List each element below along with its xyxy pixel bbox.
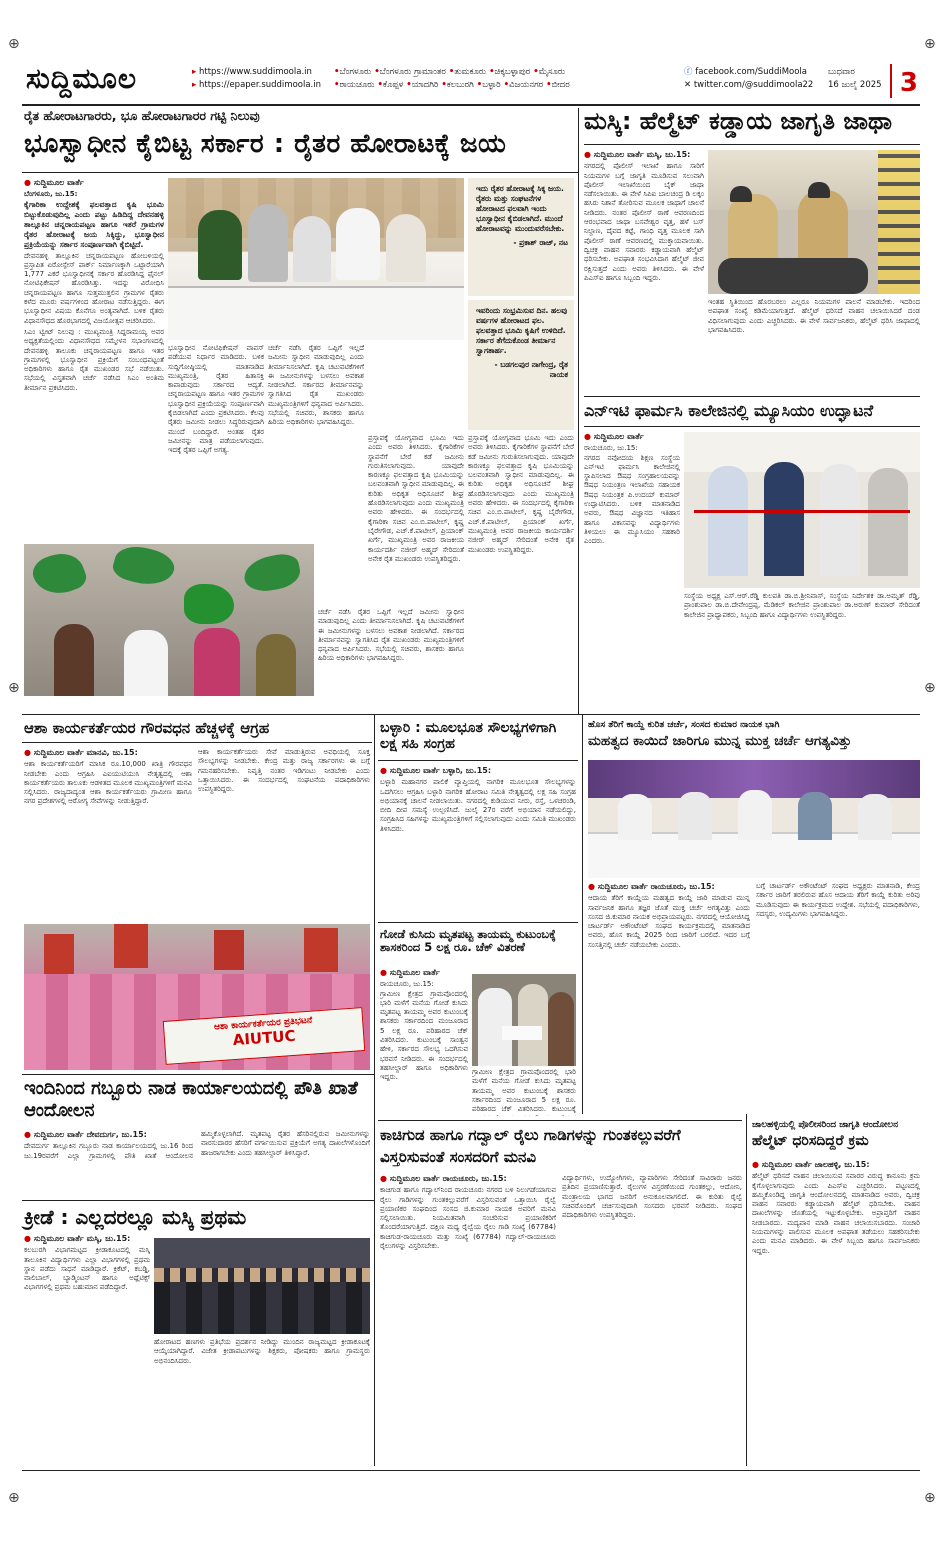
ballari-story <box>380 720 576 752</box>
gabburu-dateline: ದೇವದುರ್ಗ, ಜು.15: <box>86 1130 147 1139</box>
weekday: ಬುಧವಾರ <box>828 67 855 77</box>
wall-collapse-byline: ಸುದ್ದಿಮೂಲ ವಾರ್ತೆ <box>389 968 440 977</box>
asha-column-right <box>198 748 370 918</box>
asha-dateline: ಮಾನವಿ, ಜು.15: <box>86 748 138 757</box>
page-number: 3 <box>899 68 918 98</box>
registration-mark: ⊕ <box>8 1490 20 1506</box>
registration-mark: ⊕ <box>924 36 936 52</box>
sports-story <box>24 1206 370 1229</box>
meeting-photo <box>168 178 464 340</box>
helmet-action-body: ಹೆಲ್ಮೆಟ್ ಧರಿಸದೆ ವಾಹನ ಚಲಾಯಿಸುವ ಸವಾರರ ವಿರುದ್ಧ ಕಾನೂನು ಕ್ರಮ ಕೈಗೊಳ್ಳಲಾಗುವುದು ಎಂದು ಪಿಎಸ್ಐ ಎಚ್ಚರಿಸಿದರು. ಪಟ್ಟಣದಲ್ಲಿ ಹಮ್ಮಿಕೊಂಡಿದ್ದ ಜಾಗೃತಿ ಆಂದೋಲನದಲ್ಲಿ ಮಾತನಾಡಿದ ಅವರು, ದ್ವಿಚಕ್ರ ವಾಹನ ಸವಾರರು ಕಡ್ಡಾಯವಾಗಿ ಹೆಲ್ಮೆಟ್ ಧರಿಸಬೇಕು. ವಾಹನ ದಾಖಲೆಗಳನ್ನು ಜೊತೆಯಲ್ಲಿ ಇಟ್ಟುಕೊಳ್ಳಬೇಕು. ಅಪ್ರಾಪ್ತರಿಗೆ ವಾಹನ ನೀಡಬಾರದು. ಮದ್ಯಪಾನ ಮಾಡಿ ವಾಹನ ಚಲಾಯಿಸಬಾರದು. ಸಂಚಾರಿ ನಿಯಮಗಳನ್ನು ಪಾಲಿಸುವ ಮೂಲಕ ಅಪಘಾತ ತಡೆಯಲು ಸಹಕರಿಸಬೇಕು ಎಂದು ಮನವಿ ಮಾಡಿದರು. ಈ ವೇಳೆ ಸಿಬ್ಬಂದಿ ಹಾಗೂ ಸಾರ್ವಜನಿಕರು ಇದ್ದರು. <box>752 1172 920 1255</box>
city-list <box>334 66 684 92</box>
helmet-rally-photo <box>708 150 920 294</box>
helmet-action-story <box>752 1120 920 1149</box>
gabburu-headline: ಇಂದಿನಿಂದ ಗಬ್ಬೂರು ನಾಡ ಕಾರ್ಯಾಲಯದಲ್ಲಿ ಪೌತಿ ಖಾತೆ ಆಂದೋಲನ <box>24 1078 358 1121</box>
wall-collapse-continued-text: ಗ್ರಾಮೀಣ ಕ್ಷೇತ್ರದ ಗ್ರಾಮವೊಂದರಲ್ಲಿ ಭಾರಿ ಮಳೆಗೆ ಮನೆಯ ಗೋಡೆ ಕುಸಿದು ಮೃತಪಟ್ಟ ತಾಯಮ್ಮ ಅವರ ಕುಟುಂಬಕ್ಕೆ ಶಾಸಕರು ಸರ್ಕಾರದಿಂದ ಮಂಜೂರಾದ 5 ಲಕ್ಷ ರೂ. ಪರಿಹಾರದ ಚೆಕ್ ವಿತರಿಸಿದರು. ಕುಟುಂಬಕ್ಕೆ <box>472 1068 576 1114</box>
masthead-logo: ಸುದ್ದಿಮೂಲ <box>26 62 138 95</box>
helmet-dateline: ಮಸ್ಕಿ, ಜು.15: <box>646 150 691 159</box>
railway-body-left: ಕಾಚಿಗುಡ ಹಾಗೂ ಗದ್ವಾಲ್‌ನಿಂದ ರಾಯಚೂರು ನಗರದ ಬಳಿ ನಿಲುಗಡೆಯಾಗುವ ರೈಲು ಗಾಡಿಗಳನ್ನು ಗುಂತಕಲ್ಲುವರೆಗೆ ವಿಸ್ತರಿಸುವಂತೆ ಒತ್ತಾಯಿಸಿ ರೈಲ್ವೆ ಪ್ರಯಾಣಿಕರ ಸಂಘದಿಂದ ಸಂಸದ ಜಿ.ಕುಮಾರ ನಾಯಕ ಅವರಿಗೆ ಮನವಿ ಸಲ್ಲಿಸಲಾಯಿತು. ನಿಯಮಿತವಾಗಿ ಸಂಚರಿಸುವ ಪ್ರಯಾಣಿಕರಿಗೆ ತೊಂದರೆಯಾಗುತ್ತಿದೆ. ದಕ್ಷಿಣ ಮಧ್ಯ ರೈಲ್ವೆಯ ರೈಲು ಗಾಡಿ ಸಂಖ್ಯೆ (67784) ಕಾಚಿಗುಡ-ರಾಯಚೂರು ಮತ್ತು ಸಂಖ್ಯೆ (67784) ಗದ್ವಾಲ್-ರಾಯಚೂರು ರೈಲುಗಳನ್ನು ವಿಸ್ತರಿಸಬೇಕು. <box>380 1186 556 1251</box>
asha-protest-photo <box>24 924 370 1070</box>
quote-2-text: ಇವರಿಂದು ಸಂಭ್ರಮಿಸುವ ದಿನ. ಹಲವು ವರ್ಷಗಳ ಹೋರಾಟದ ಫಲ. ಫಲವತ್ತಾದ ಭೂಮಿ ಕೃಷಿಗೆ ಉಳಿದಿದೆ. ಸರ್ಕಾರ ತೆಗೆದುಕೊಂಡ ತೀರ್ಮಾನ ಸ್ವಾಗತಾರ್ಹ. <box>476 306 568 355</box>
ballari-body: ಬಳ್ಳಾರಿ ಮಹಾನಗರ ಪಾಲಿಕೆ ವ್ಯಾಪ್ತಿಯಲ್ಲಿ ನಾಗರಿಕ ಮೂಲಭೂತ ಸೌಲಭ್ಯಗಳನ್ನು ಒದಗಿಸಲು ಆಗ್ರಹಿಸಿ ಬಳ್ಳಾರಿ ನಾಗರಿಕ ಹೋರಾಟ ಸಮಿತಿ ನೇತೃತ್ವದಲ್ಲಿ ಲಕ್ಷ ಸಹಿ ಸಂಗ್ರಹ ಅಭಿಯಾನಕ್ಕೆ ಚಾಲನೆ ನೀಡಲಾಯಿತು. ನಗರದಲ್ಲಿ ಕುಡಿಯುವ ನೀರು, ರಸ್ತೆ, ಒಳಚರಂಡಿ, ಬೀದಿ ದೀಪ ಸಮಸ್ಯೆ ಉಲ್ಬಣಿಸಿದೆ. ಜುಲೈ 27ರ ವರೆಗೆ ಅಭಿಯಾನ ನಡೆಯಲಿದ್ದು, ಸಂಗ್ರಹಿಸಿದ ಸಹಿಗಳನ್ನು ಮುಖ್ಯಮಂತ್ರಿಗಳಿಗೆ ಸಲ್ಲಿಸಲಾಗುವುದು ಎಂದು ಸಮಿತಿ ಮುಖಂಡರು ತಿಳಿಸಿದರು. <box>380 778 576 833</box>
city-link[interactable]: •ಬೆಂಗಳೂರು <box>334 67 372 77</box>
city-link[interactable]: •ಮೈಸೂರು <box>533 67 566 77</box>
quote-1-author: - ಪ್ರಕಾಶ್ ರಾಜ್, ನಟ <box>513 238 568 247</box>
issue-date: 16 ಜುಲೈ 2025 <box>828 80 882 90</box>
city-row-1 <box>334 66 684 79</box>
sports-headline: ಕ್ರೀಡೆ : ಎಲ್ಲದರಲ್ಲೂ ಮಸ್ಕಿ ಪ್ರಥಮ <box>24 1205 247 1229</box>
tax-law-headline: ಮಹತ್ವದ ಕಾಯಿದೆ ಜಾರಿಗೂ ಮುನ್ನ ಮುಕ್ತ ಚರ್ಚೆ ಆಗತ್ಯವಿತ್ತು <box>588 733 852 749</box>
gabburu-story <box>24 1078 370 1122</box>
lead-intro: ಕೈಗಾರಿಕಾ ಉದ್ದೇಶಕ್ಕೆ ಫಲವತ್ತಾದ ಕೃಷಿ ಭೂಮಿ ಬಿಟ್ಟುಕೊಡುವುದಿಲ್ಲ ಎಂದು ಪಟ್ಟು ಹಿಡಿದಿದ್ದ ದೇವನಹಳ್ಳಿ ತಾಲ್ಲೂಕಿನ ಚನ್ನರಾಯಪಟ್ಟಣ ಹಾಗೂ ಇತರೆ ಗ್ರಾಮಗಳ ರೈತರ ಹೋರಾಟಕ್ಕೆ ಜಯ ಸಿಕ್ಕಿದ್ದು, ಭೂಸ್ವಾಧೀನ ಪ್ರಕ್ರಿಯೆಯನ್ನು ಸರ್ಕಾರ ಸಂಪೂರ್ಣವಾಗಿ ಕೈಬಿಟ್ಟಿದೆ. <box>24 199 164 249</box>
ballari-headline: ಬಳ್ಳಾರಿ : ಮೂಲಭೂತ ಸೌಲಭ್ಯಗಳಿಗಾಗಿ ಲಕ್ಷ ಸಹಿ ಸಂಗ್ರಹ <box>380 720 557 753</box>
city-name: ಕಲಬುರಗಿ <box>446 80 474 90</box>
ballari-dateline: ಬಳ್ಳಾರಿ, ಜು.15: <box>442 766 492 775</box>
lead-continued <box>318 608 464 704</box>
wall-collapse-story <box>380 928 576 954</box>
tax-law-story <box>588 720 920 750</box>
railway-dateline: ರಾಯಚೂರು, ಜು.15: <box>442 1174 507 1183</box>
registration-mark: ⊕ <box>8 36 20 52</box>
pharmacy-body-right: ಸಂಸ್ಥೆಯ ಅಧ್ಯಕ್ಷ ಎಸ್.ಆರ್.ರೆಡ್ಡಿ ಕುಲಪತಿ ಡಾ.ಬಿ.ಶ್ರೀನಿವಾಸ್, ಸಂಸ್ಥೆಯ ನಿರ್ದೇಶಕ ಡಾ.ಅಮೃತ್ ರೆಡ್ಡಿ, ಪ್ರಾಂಶುಪಾಲ ಡಾ.ಬಿ.ದೇವೇಂದ್ರಪ್ಪ, ಮೆಡಿಕಲ್ ಕಾಲೇಜಿನ ಪ್ರಾಂಶುಪಾಲ ಡಾ.ಅರುಣ್ ಕುಮಾರ್ ಸೇರಿದಂತೆ ಕಾಲೇಜಿನ ಪ್ರಾಧ್ಯಾಪಕರು, ಸಿಬ್ಬಂದಿ ಹಾಗೂ ವಿದ್ಯಾರ್ಥಿಗಳು ಉಪಸ್ಥಿತರಿದ್ದರು. <box>684 592 920 619</box>
helmet-column-left: ● ಸುದ್ದಿಮೂಲ ವಾರ್ತೆ ಮಸ್ಕಿ, ಜು.15: ನಗರದಲ್ಲಿ ಪೊಲೀಸ್ ಇಲಾಖೆ ಹಾಗೂ ಸಾರಿಗೆ ನಿಯಮಗಳ ಬಗ್ಗೆ ಜಾಗೃತಿ ಮೂಡಿಸುವ ಸಲುವಾಗಿ ಪೊಲೀಸ್ ಇಲಾಖೆಯಿಂದ ಬೈಕ್ ಜಾಥಾ ನಡೆಸಲಾಯಿತು. ಈ ವೇಳೆ ಸಿಪಿಐ ಬಾಲಚಂದ್ರ ಡಿ ಲಕ್ಕಂ ಹಸಿರು ನಿಶಾನೆ ತೋರಿಸುವ ಮೂಲಕ ಜಾಥಾಗೆ ಚಾಲನೆ ನೀಡಿದರು. ನಂತರ ಪೊಲೀಸ್ ಠಾಣೆ ಆವರಣದಿಂದ ಆರಂಭವಾದ ಜಾಥಾ ಬಸವೇಶ್ವರ ವೃತ್ತ, ಹಳೆ ಬಸ್ ನಿಲ್ದಾಣ, ದೈವದ ಕಟ್ಟೆ, ಗಾಂಧಿ ವೃತ್ತ ಮೂಲಕ ಸಾಗಿ ಪೊಲೀಸ್ ಠಾಣೆ ಆವರಣದಲ್ಲಿ ಮುಕ್ತಾಯವಾಯಿತು. ದ್ವಿಚಕ್ರ ವಾಹನ ಸವಾರರು ಕಡ್ಡಾಯವಾಗಿ ಹೆಲ್ಮೆಟ್ ಧರಿಸಬೇಕು. ಅಪಘಾತ ಸಂಭವಿಸಿದಾಗ ಹೆಲ್ಮೆಟ್ ಜೀವ ರಕ್ಷಿಸುತ್ತದೆ ಎಂದು ಅವರು ತಿಳಿಸಿದರು. ಈ ವೇಳೆ ಪಿಎಸ್ಐ ಹಾಗೂ ಸಿಬ್ಬಂದಿ ಇದ್ದರು. <box>584 150 704 282</box>
farmers-celebration-photo <box>24 544 314 696</box>
pharmacy-dateline: ರಾಯಚೂರು, ಜು.15: <box>584 444 638 453</box>
lead-column-4b <box>468 434 574 704</box>
sports-body-right: ಹೋರಾಟದ ಹಣಗಳು ಪ್ರತಿಭೆಯ ಪ್ರದರ್ಶನ ನೀಡಿದ್ದು ಮುಂದಿನ ರಾಜ್ಯಮಟ್ಟದ ಕ್ರೀಡಾಕೂಟಕ್ಕೆ ಆಯ್ಕೆಯಾಗಿದ್ದಾರೆ. ವಿಜೇತ ಕ್ರೀಡಾಪಟುಗಳನ್ನು ಶಿಕ್ಷಕರು, ಪೋಷಕರು ಹಾಗೂ ಗ್ರಾಮಸ್ಥರು ಅಭಿನಂದಿಸಿದರು. <box>154 1338 370 1365</box>
city-link[interactable]: •ಚಿಕ್ಕಬಳ್ಳಾಪುರ <box>489 67 531 77</box>
lead-column-1: ● ಸುದ್ದಿಮೂಲ ವಾರ್ತೆ ಬೆಂಗಳೂರು, ಜು.15: ಕೈಗಾರಿಕಾ ಉದ್ದೇಶಕ್ಕೆ ಫಲವತ್ತಾದ ಕೃಷಿ ಭೂಮಿ ಬಿಟ್ಟುಕೊಡುವುದಿಲ್ಲ ಎಂದು ಪಟ್ಟು ಹಿಡಿದಿದ್ದ ದೇವನಹಳ್ಳಿ ತಾಲ್ಲೂಕಿನ ಚನ್ನರಾಯಪಟ್ಟಣ ಹಾಗೂ ಇತರೆ ಗ್ರಾಮಗಳ ರೈತರ ಹೋರಾಟಕ್ಕೆ ಜಯ ಸಿಕ್ಕಿದ್ದು, ಭೂಸ್ವಾಧೀನ ಪ್ರಕ್ರಿಯೆಯನ್ನು ಸರ್ಕಾರ ಸಂಪೂರ್ಣವಾಗಿ ಕೈಬಿಟ್ಟಿದೆ. ದೇವನಹಳ್ಳಿ ತಾಲ್ಲೂಕಿನ ಚನ್ನರಾಯಪಟ್ಟಣ ಹೋಬಳಿಯಲ್ಲಿ ಪ್ರಸ್ತಾಪಿತ ಏರೋಸ್ಪೇಸ್ ಪಾರ್ಕ್ ನಿರ್ಮಾಣಕ್ಕಾಗಿ ಒಟ್ಟಾರೆಯಾಗಿ 1,777 ಎಕರೆ ಭೂಸ್ವಾಧೀನಕ್ಕೆ ಸರ್ಕಾರ ಹೊರಡಿಸಿದ್ದ ಫೈನಲ್ ನೋಟಿಫಿಕೇಷನ್ ಹೊರಡಿಸಿತ್ತು. ಇದನ್ನು ವಿರೋಧಿಸಿ ಚನ್ನರಾಯಪಟ್ಟಣ ಹಾಗೂ ಸುತ್ತಮುತ್ತಲಿನ ಗ್ರಾಮಗಳ ರೈತರು ಕಳೆದ ಮೂರು ವರ್ಷಗಳಿಂದ ಹೋರಾಟ ನಡೆಸುತ್ತಿದ್ದರು. ಈಗ ಭೂಸ್ವಾಧೀನ ವಿಷಯ ಕೊನೆಗೂ ಅಂತ್ಯವಾಗಿದೆ. ಬಳಿಕ ರೈತರು ವಿಧಾನಸೌಧದ ಹೊರಭಾಗದಲ್ಲಿ ವಿಜಯೋತ್ಸವ ಆಚರಿಸಿದರು. ಸಿಎಂ ಟ್ವೀಟ್ ನಿಲುವು : ಮುಖ್ಯಮಂತ್ರಿ ಸಿದ್ದರಾಮಯ್ಯ ಅವರ ಅಧ್ಯಕ್ಷತೆಯಲ್ಲಿಂದು ವಿಧಾನಸೌಧದ ಸಮ್ಮೇಳನ ಸಭಾಂಗಣದಲ್ಲಿ ದೇವನಹಳ್ಳಿ ತಾಲೂಕು ಚನ್ನರಾಯಪಟ್ಟಣ ಹಾಗೂ ಇತರ ಗ್ರಾಮಗಳಲ್ಲಿ ಭೂಸ್ವಾಧೀನ ಪ್ರಕ್ರಿಯೆಗೆ ಸಂಬಂಧಪಟ್ಟಂತೆ ಅಧಿಕಾರಿಗಳು ಹಾಗೂ ರೈತ ಮುಖಂಡರ ಸಭೆ ನಡೆಯಿತು. ಸಭೆಯಲ್ಲಿ ವಿಸ್ತೃತವಾಗಿ ಚರ್ಚೆ ನಡೆಸಿದ ಸಿಎಂ ಅಂತಿಮ ತೀರ್ಮಾನ ಪ್ರಕಟಿಸಿದರು. <box>24 178 164 392</box>
lead-col2-text: ಭೂಸ್ವಾಧೀನ ನೋಟಿಫಿಕೇಷನ್ ವಾಪಸ್ ಪಡೆಯುವ ನಿರ್ಧಾರ ಮಾಡಿದರು. ಬಳಿಕ ಸುದ್ದಿಗೋಷ್ಠಿಯಲ್ಲಿ ಮಾತನಾಡಿದ ಮುಖ್ಯಮಂತ್ರಿ, ರೈತರ ಹಿತಾಸಕ್ತಿ ಕಾಪಾಡುವುದು ಸರ್ಕಾರದ ಆದ್ಯತೆ. ಚನ್ನರಾಯಪಟ್ಟಣ ಹಾಗೂ ಇತರ ಗ್ರಾಮಗಳ ಭೂಸ್ವಾಧೀನ ಪ್ರಕ್ರಿಯೆಯನ್ನು ಸಂಪೂರ್ಣವಾಗಿ ಕೈಬಿಡಲಾಗಿದೆ ಎಂದು ಪ್ರಕಟಿಸಿದರು. ಕೆಲವು ರೈತರು ಜಮೀನು ನೀಡಲು ಸಿದ್ಧರಿರುವುದಾಗಿ ಮುಂದೆ ಬಂದಿದ್ದಾರೆ. ಅಂತಹ ರೈತರ ಜಮೀನನ್ನು ಮಾತ್ರ ಪಡೆಯಲಾಗುವುದು. ಇದಕ್ಕೆ ರೈತರ ಒಪ್ಪಿಗೆ ಅಗತ್ಯ. <box>168 344 264 455</box>
helmet-story <box>584 108 920 136</box>
registration-mark: ⊕ <box>924 1490 936 1506</box>
lead-col3-text: ಚರ್ಚೆ ನಡೆಸಿ ರೈತರ ಒಪ್ಪಿಗೆ ಇಲ್ಲದೆ ಜಮೀನು ಸ್ವಾಧೀನ ಮಾಡುವುದಿಲ್ಲ ಎಂದು ತೀರ್ಮಾನಿಸಲಾಗಿದೆ. ಕೃಷಿ ಚಟುವಟಿಕೆಗಳಿಗೆ ಈ ಜಮೀನುಗಳನ್ನು ಬಳಸಲು ಅವಕಾಶ ನೀಡಲಾಗಿದೆ. ಸರ್ಕಾರದ ತೀರ್ಮಾನವನ್ನು ಸ್ವಾಗತಿಸಿದ ರೈತ ಮುಖಂಡರು ಮುಖ್ಯಮಂತ್ರಿಗಳಿಗೆ ಧನ್ಯವಾದ ಅರ್ಪಿಸಿದರು. ಸಭೆಯಲ್ಲಿ ಸಚಿವರು, ಶಾಸಕರು ಹಾಗೂ ಹಿರಿಯ ಅಧಿಕಾರಿಗಳು ಭಾಗವಹಿಸಿದ್ದರು. <box>268 344 364 427</box>
railway-byline: ಸುದ್ದಿಮೂಲ ವಾರ್ತೆ <box>389 1174 440 1183</box>
helmet-action-dateline: ಜಾಲಹಳ್ಳಿ, ಜು.15: <box>814 1160 870 1169</box>
pharmacy-byline: ಸುದ್ದಿಮೂಲ ವಾರ್ತೆ <box>593 432 644 441</box>
lead-col4b-text: ಪ್ರಸ್ತಾಪಕ್ಕೆ ಯೋಗ್ಯವಾದ ಭೂಮಿ ಇದು ಎಂದು ಅವರು ತಿಳಿಸಿದರು. ಕೈಗಾರಿಕೆಗಳ ಸ್ಥಾಪನೆಗೆ ಬೇರೆ ಕಡೆ ಜಮೀನು ಗುರುತಿಸಲಾಗುವುದು. ಯಾವುದೇ ಕಾರಣಕ್ಕೂ ಫಲವತ್ತಾದ ಕೃಷಿ ಭೂಮಿಯನ್ನು ಬಲವಂತವಾಗಿ ಸ್ವಾಧೀನ ಮಾಡುವುದಿಲ್ಲ. ಈ ಕುರಿತು ಅಧಿಕೃತ ಅಧಿಸೂಚನೆ ಶೀಘ್ರ ಹೊರಡಿಸಲಾಗುವುದು ಎಂದು ಮುಖ್ಯಮಂತ್ರಿ ಅವರು ಹೇಳಿದರು. ಈ ಸಂದರ್ಭದಲ್ಲಿ ಕೈಗಾರಿಕಾ ಸಚಿವ ಎಂ.ಬಿ.ಪಾಟೀಲ್, ಕೃಷ್ಣ ಬೈರೇಗೌಡ, ಎಚ್.ಕೆ.ಪಾಟೀಲ್, ಪ್ರಿಯಾಂಕ್ ಖರ್ಗೆ, ಮುಖ್ಯಮಂತ್ರಿ ಅವರ ರಾಜಕೀಯ ಕಾರ್ಯದರ್ಶಿ ನಜೀರ್ ಅಹ್ಮದ್ ಸೇರಿದಂತೆ ಅನೇಕ ರೈತ ಮುಖಂಡರು ಉಪಸ್ಥಿತರಿದ್ದರು. <box>468 434 574 554</box>
wall-collapse-continued <box>472 1068 576 1116</box>
tax-law-column-left: ● ಸುದ್ದಿಮೂಲ ವಾರ್ತೆ ರಾಯಚೂರು, ಜು.15: ಆದಾಯ ತೆರಿಗೆ ಕಾಯ್ದೆಯ ಮಹತ್ವದ ಕಾಯ್ದೆ ಜಾರಿ ಮಾಡುವ ಮುನ್ನ ಸಾರ್ವಜನಿಕ ಹಾಗೂ ತಜ್ಞರ ಜೊತೆ ಮುಕ್ತ ಚರ್ಚೆ ಅಗತ್ಯವಿತ್ತು ಎಂದು ಸಂಸದ ಜಿ.ಕುಮಾರ ನಾಯಕ ಅಭಿಪ್ರಾಯಪಟ್ಟರು. ನಗರದಲ್ಲಿ ಆಯೋಜಿಸಿದ್ದ ಚಾರ್ಟರ್ಡ್ ಅಕೌಂಟೆಂಟ್ ಸಂಘದ ಕಾರ್ಯಕ್ರಮದಲ್ಲಿ ಮಾತನಾಡಿದ ಅವರು, ಹೊಸ ಕಾಯ್ದೆ 2025 ರಿಂದ ಜಾರಿಗೆ ಬರಲಿದೆ. ಇದರ ಬಗ್ಗೆ ಸಂಸತ್ತಿನಲ್ಲಿ ಚರ್ಚೆ ನಡೆಯಬೇಕು ಎಂದರು. <box>588 882 750 949</box>
pharmacy-body-left: ನಗರದ ನವೋದಯ ಶಿಕ್ಷಣ ಸಂಸ್ಥೆಯ ಎನ್ಇಟಿ ಫಾರ್ಮಸಿ ಕಾಲೇಜಿನಲ್ಲಿ ಸ್ಥಾಪಿಸಲಾದ ಔಷಧ ಸಂಗ್ರಹಾಲಯವನ್ನು ಔಷಧ ನಿಯಂತ್ರಣ ಇಲಾಖೆಯ ಸಹಾಯಕ ಔಷಧ ನಿಯಂತ್ರಕ ಪಿ.ಉದಯ್ ಕುಮಾರ್ ಉದ್ಘಾಟಿಸಿದರು. ಬಳಿಕ ಮಾತನಾಡಿದ ಅವರು, ಔಷಧ ವಿಜ್ಞಾನದ ಇತಿಹಾಸ ಹಾಗೂ ವಿಕಾಸವನ್ನು ವಿದ್ಯಾರ್ಥಿಗಳು ತಿಳಿಯಲು ಈ ಮ್ಯೂಸಿಯಂ ಸಹಕಾರಿ ಎಂದರು. <box>584 453 680 546</box>
city-name: ಯಾದಗಿರಿ <box>411 80 439 90</box>
ballari-body-box: ● ಸುದ್ದಿಮೂಲ ವಾರ್ತೆ ಬಳ್ಳಾರಿ, ಜು.15: ಬಳ್ಳಾರಿ ಮಹಾನಗರ ಪಾಲಿಕೆ ವ್ಯಾಪ್ತಿಯಲ್ಲಿ ನಾಗರಿಕ ಮೂಲಭೂತ ಸೌಲಭ್ಯಗಳನ್ನು ಒದಗಿಸಲು ಆಗ್ರಹಿಸಿ ಬಳ್ಳಾರಿ ನಾಗರಿಕ ಹೋರಾಟ ಸಮಿತಿ ನೇತೃತ್ವದಲ್ಲಿ ಲಕ್ಷ ಸಹಿ ಸಂಗ್ರಹ ಅಭಿಯಾನಕ್ಕೆ ಚಾಲನೆ ನೀಡಲಾಯಿತು. ನಗರದಲ್ಲಿ ಕುಡಿಯುವ ನೀರು, ರಸ್ತೆ, ಒಳಚರಂಡಿ, ಬೀದಿ ದೀಪ ಸಮಸ್ಯೆ ಉಲ್ಬಣಿಸಿದೆ. ಜುಲೈ 27ರ ವರೆಗೆ ಅಭಿಯಾನ ನಡೆಯಲಿದ್ದು, ಸಂಗ್ರಹಿಸಿದ ಸಹಿಗಳನ್ನು ಮುಖ್ಯಮಂತ್ರಿಗಳಿಗೆ ಸಲ್ಲಿಸಲಾಗುವುದು ಎಂದು ಸಮಿತಿ ಮುಖಂಡರು ತಿಳಿಸಿದರು. <box>380 766 576 833</box>
tax-law-body-right: ಬಗ್ಗೆ ಚಾರ್ಟರ್ಡ್ ಅಕೌಂಟೆಂಟ್ ಸಂಘದ ಅಧ್ಯಕ್ಷರು ಮಾತನಾಡಿ, ಕೇಂದ್ರ ಸರ್ಕಾರ ಜಾರಿಗೆ ತರಲಿರುವ ಹೊಸ ಆದಾಯ ತೆರಿಗೆ ಕಾಯ್ದೆ ಕುರಿತು ಅರಿವು ಮೂಡಿಸುವುದು ಈ ಕಾರ್ಯಕ್ರಮದ ಉದ್ದೇಶ. ಸಭೆಯಲ್ಲಿ ಪದಾಧಿಕಾರಿಗಳು, ಸದಸ್ಯರು, ಉದ್ಯಮಿಗಳು ಭಾಗವಹಿಸಿದ್ದರು. <box>756 882 920 918</box>
railway-headline: ಕಾಚಿಗುಡ ಹಾಗೂ ಗದ್ವಾಲ್ ರೈಲು ಗಾಡಿಗಳನ್ನು ಗುಂತಕಲ್ಲುವರೆಗೆ ವಿಸ್ತರಿಸುವಂತೆ ಸಂಸದರಿಗೆ ಮನವಿ <box>380 1126 681 1166</box>
railway-body-right: ವಿದ್ಯಾರ್ಥಿಗಳು, ಉದ್ಯೋಗಿಗಳು, ವ್ಯಾಪಾರಿಗಳು ಸೇರಿದಂತೆ ಸಾವಿರಾರು ಜನರು ಪ್ರತಿದಿನ ಪ್ರಯಾಣಿಸುತ್ತಾರೆ. ರೈಲುಗಳ ವಿಸ್ತರಣೆಯಿಂದ ಗುಂತಕಲ್ಲು, ಆದೋನಿ, ಮಂತ್ರಾಲಯ ಭಾಗದ ಜನರಿಗೆ ಅನುಕೂಲವಾಗಲಿದೆ. ಈ ಕುರಿತು ರೈಲ್ವೆ ಸಚಿವರೊಂದಿಗೆ ಚರ್ಚಿಸುವುದಾಗಿ ಸಂಸದರು ಭರವಸೆ ನೀಡಿದರು. ಸಂಘದ ಪದಾಧಿಕಾರಿಗಳು ಉಪಸ್ಥಿತರಿದ್ದರು. <box>562 1174 742 1220</box>
museum-inauguration-photo <box>684 432 920 588</box>
helmet-action-headline: ಹೆಲ್ಮೆಟ್ ಧರಿಸದಿದ್ದರೆ ಕ್ರಮ <box>752 1133 869 1149</box>
railway-column-right <box>562 1174 742 1466</box>
gabburu-byline: ಸುದ್ದಿಮೂಲ ವಾರ್ತೆ <box>33 1130 84 1139</box>
tax-law-dateline: ರಾಯಚೂರು, ಜು.15: <box>650 882 715 891</box>
sports-column-left: ● ಸುದ್ದಿಮೂಲ ವಾರ್ತೆ ಮಸ್ಕಿ, ಜು.15: ಕಲಬುರಗಿ ವಿಭಾಗಮಟ್ಟದ ಕ್ರೀಡಾಕೂಟದಲ್ಲಿ ಮಸ್ಕಿ ತಾಲೂಕಿನ ವಿದ್ಯಾರ್ಥಿಗಳು ಎಲ್ಲಾ ವಿಭಾಗಗಳಲ್ಲಿ ಪ್ರಥಮ ಸ್ಥಾನ ಪಡೆದು ಸಾಧನೆ ಮಾಡಿದ್ದಾರೆ. ಕ್ರಿಕೆಟ್, ಕಬಡ್ಡಿ, ವಾಲಿಬಾಲ್, ಬ್ಯಾಡ್ಮಿಂಟನ್ ಹಾಗೂ ಅಥ್ಲೆಟಿಕ್ಸ್ ವಿಭಾಗಗಳಲ್ಲಿ ಪ್ರಥಮ ಬಹುಮಾನ ಪಡೆದಿದ್ದಾರೆ. <box>24 1234 150 1292</box>
wall-collapse-body: ಗ್ರಾಮೀಣ ಕ್ಷೇತ್ರದ ಗ್ರಾಮವೊಂದರಲ್ಲಿ ಭಾರಿ ಮಳೆಗೆ ಮನೆಯ ಗೋಡೆ ಕುಸಿದು ಮೃತಪಟ್ಟ ತಾಯಮ್ಮ ಅವರ ಕುಟುಂಬಕ್ಕೆ ಶಾಸಕರು ಸರ್ಕಾರದಿಂದ ಮಂಜೂರಾದ 5 ಲಕ್ಷ ರೂ. ಪರಿಹಾರದ ಚೆಕ್ ವಿತರಿಸಿದರು. ಕುಟುಂಬಕ್ಕೆ ಸಾಂತ್ವನ ಹೇಳಿ, ಸರ್ಕಾರದ ಸೌಲಭ್ಯ ಒದಗಿಸುವ ಭರವಸೆ ನೀಡಿದರು. ಈ ಸಂದರ್ಭದಲ್ಲಿ ತಹಸೀಲ್ದಾರ್ ಹಾಗೂ ಅಧಿಕಾರಿಗಳು ಇದ್ದರು. <box>380 989 468 1082</box>
helmet-body: ನಗರದಲ್ಲಿ ಪೊಲೀಸ್ ಇಲಾಖೆ ಹಾಗೂ ಸಾರಿಗೆ ನಿಯಮಗಳ ಬಗ್ಗೆ ಜಾಗೃತಿ ಮೂಡಿಸುವ ಸಲುವಾಗಿ ಪೊಲೀಸ್ ಇಲಾಖೆಯಿಂದ ಬೈಕ್ ಜಾಥಾ ನಡೆಸಲಾಯಿತು. ಈ ವೇಳೆ ಸಿಪಿಐ ಬಾಲಚಂದ್ರ ಡಿ ಲಕ್ಕಂ ಹಸಿರು ನಿಶಾನೆ ತೋರಿಸುವ ಮೂಲಕ ಜಾಥಾಗೆ ಚಾಲನೆ ನೀಡಿದರು. ನಂತರ ಪೊಲೀಸ್ ಠಾಣೆ ಆವರಣದಿಂದ ಆರಂಭವಾದ ಜಾಥಾ ಬಸವೇಶ್ವರ ವೃತ್ತ, ಹಳೆ ಬಸ್ ನಿಲ್ದಾಣ, ದೈವದ ಕಟ್ಟೆ, ಗಾಂಧಿ ವೃತ್ತ ಮೂಲಕ ಸಾಗಿ ಪೊಲೀಸ್ ಠಾಣೆ ಆವರಣದಲ್ಲಿ ಮುಕ್ತಾಯವಾಯಿತು. ದ್ವಿಚಕ್ರ ವಾಹನ ಸವಾರರು ಕಡ್ಡಾಯವಾಗಿ ಹೆಲ್ಮೆಟ್ ಧರಿಸಬೇಕು. ಅಪಘಾತ ಸಂಭವಿಸಿದಾಗ ಹೆಲ್ಮೆಟ್ ಜೀವ ರಕ್ಷಿಸುತ್ತದೆ ಎಂದು ಅವರು ತಿಳಿಸಿದರು. ಈ ವೇಳೆ ಪಿಎಸ್ಐ ಹಾಗೂ ಸಿಬ್ಬಂದಿ ಇದ್ದರು. <box>584 162 704 282</box>
city-name: ಕೊಪ್ಪಳ <box>382 80 404 90</box>
helmet-action-byline: ಸುದ್ದಿಮೂಲ ವಾರ್ತೆ <box>761 1160 812 1169</box>
railway-column-left: ● ಸುದ್ದಿಮೂಲ ವಾರ್ತೆ ರಾಯಚೂರು, ಜು.15: ಕಾಚಿಗುಡ ಹಾಗೂ ಗದ್ವಾಲ್‌ನಿಂದ ರಾಯಚೂರು ನಗರದ ಬಳಿ ನಿಲುಗಡೆಯಾಗುವ ರೈಲು ಗಾಡಿಗಳನ್ನು ಗುಂತಕಲ್ಲುವರೆಗೆ ವಿಸ್ತರಿಸುವಂತೆ ಒತ್ತಾಯಿಸಿ ರೈಲ್ವೆ ಪ್ರಯಾಣಿಕರ ಸಂಘದಿಂದ ಸಂಸದ ಜಿ.ಕುಮಾರ ನಾಯಕ ಅವರಿಗೆ ಮನವಿ ಸಲ್ಲಿಸಲಾಯಿತು. ನಿಯಮಿತವಾಗಿ ಸಂಚರಿಸುವ ಪ್ರಯಾಣಿಕರಿಗೆ ತೊಂದರೆಯಾಗುತ್ತಿದೆ. ದಕ್ಷಿಣ ಮಧ್ಯ ರೈಲ್ವೆಯ ರೈಲು ಗಾಡಿ ಸಂಖ್ಯೆ (67784) ಕಾಚಿಗುಡ-ರಾಯಚೂರು ಮತ್ತು ಸಂಖ್ಯೆ (67784) ಗದ್ವಾಲ್-ರಾಯಚೂರು ರೈಲುಗಳನ್ನು ವಿಸ್ತರಿಸಬೇಕು. <box>380 1174 556 1251</box>
wall-collapse-headline: ಗೋಡೆ ಕುಸಿದು ಮೃತಪಟ್ಟ ತಾಯಮ್ಮ ಕುಟುಂಬಕ್ಕೆ ಶಾಸಕರಿಂದ 5 ಲಕ್ಷ ರೂ. ಚೆಕ್ ವಿತರಣೆ <box>380 927 556 955</box>
dateline-box <box>828 66 882 92</box>
lead-body-2: ಸಿಎಂ ಟ್ವೀಟ್ ನಿಲುವು : ಮುಖ್ಯಮಂತ್ರಿ ಸಿದ್ದರಾಮಯ್ಯ ಅವರ ಅಧ್ಯಕ್ಷತೆಯಲ್ಲಿಂದು ವಿಧಾನಸೌಧದ ಸಮ್ಮೇಳನ ಸಭಾಂಗಣದಲ್ಲಿ ದೇವನಹಳ್ಳಿ ತಾಲೂಕು ಚನ್ನರಾಯಪಟ್ಟಣ ಹಾಗೂ ಇತರ ಗ್ರಾಮಗಳಲ್ಲಿ ಭೂಸ್ವಾಧೀನ ಪ್ರಕ್ರಿಯೆಗೆ ಸಂಬಂಧಪಟ್ಟಂತೆ ಅಧಿಕಾರಿಗಳು ಹಾಗೂ ರೈತ ಮುಖಂಡರ ಸಭೆ ನಡೆಯಿತು. ಸಭೆಯಲ್ಲಿ ವಿಸ್ತೃತವಾಗಿ ಚರ್ಚೆ ನಡೆಸಿದ ಸಿಎಂ ಅಂತಿಮ ತೀರ್ಮಾನ ಪ್ರಕಟಿಸಿದರು. <box>24 327 164 392</box>
city-link[interactable]: •ವಿಜಯನಗರ <box>503 80 544 90</box>
seminar-photo <box>588 760 920 878</box>
lead-headline: ಭೂಸ್ವಾಧೀನ ಕೈಬಿಟ್ಟ ಸರ್ಕಾರ : ರೈತರ ಹೋರಾಟಕ್ಕೆ ಜಯ <box>24 129 507 159</box>
registration-mark: ⊕ <box>8 680 20 696</box>
epaper-link[interactable]: https://epaper.suddimoola.in <box>198 80 321 90</box>
city-name: ಬಳ್ಳಾರಿ <box>482 80 501 90</box>
quote-2-author: - ಬಡಗಲಪುರ ನಾಗೇಂದ್ರ, ರೈತ ನಾಯಕ <box>494 360 568 379</box>
lead-column-4a <box>368 434 464 604</box>
cheque-handover-photo <box>472 974 576 1066</box>
city-name: ಮೈಸೂರು <box>538 67 566 77</box>
asha-banner-text: ಆಶಾ ಕಾರ್ಯಕರ್ತೆಯರ ಪ್ರತಿಭಟನೆ <box>213 1015 313 1033</box>
city-link[interactable]: •ಬೆಂಗಳೂರು ಗ್ರಾಮಾಂತರ <box>374 67 446 77</box>
pharmacy-column-left: ● ಸುದ್ದಿಮೂಲ ವಾರ್ತೆ ರಾಯಚೂರು, ಜು.15: ನಗರದ ನವೋದಯ ಶಿಕ್ಷಣ ಸಂಸ್ಥೆಯ ಎನ್ಇಟಿ ಫಾರ್ಮಸಿ ಕಾಲೇಜಿನಲ್ಲಿ ಸ್ಥಾಪಿಸಲಾದ ಔಷಧ ಸಂಗ್ರಹಾಲಯವನ್ನು ಔಷಧ ನಿಯಂತ್ರಣ ಇಲಾಖೆಯ ಸಹಾಯಕ ಔಷಧ ನಿಯಂತ್ರಕ ಪಿ.ಉದಯ್ ಕುಮಾರ್ ಉದ್ಘಾಟಿಸಿದರು. ಬಳಿಕ ಮಾತನಾಡಿದ ಅವರು, ಔಷಧ ವಿಜ್ಞಾನದ ಇತಿಹಾಸ ಹಾಗೂ ವಿಕಾಸವನ್ನು ವಿದ್ಯಾರ್ಥಿಗಳು ತಿಳಿಯಲು ಈ ಮ್ಯೂಸಿಯಂ ಸಹಕಾರಿ ಎಂದರು. <box>584 432 680 546</box>
helmet-action-column: ● ಸುದ್ದಿಮೂಲ ವಾರ್ತೆ ಜಾಲಹಳ್ಳಿ, ಜು.15: ಹೆಲ್ಮೆಟ್ ಧರಿಸದೆ ವಾಹನ ಚಲಾಯಿಸುವ ಸವಾರರ ವಿರುದ್ಧ ಕಾನೂನು ಕ್ರಮ ಕೈಗೊಳ್ಳಲಾಗುವುದು ಎಂದು ಪಿಎಸ್ಐ ಎಚ್ಚರಿಸಿದರು. ಪಟ್ಟಣದಲ್ಲಿ ಹಮ್ಮಿಕೊಂಡಿದ್ದ ಜಾಗೃತಿ ಆಂದೋಲನದಲ್ಲಿ ಮಾತನಾಡಿದ ಅವರು, ದ್ವಿಚಕ್ರ ವಾಹನ ಸವಾರರು ಕಡ್ಡಾಯವಾಗಿ ಹೆಲ್ಮೆಟ್ ಧರಿಸಬೇಕು. ವಾಹನ ದಾಖಲೆಗಳನ್ನು ಜೊತೆಯಲ್ಲಿ ಇಟ್ಟುಕೊಳ್ಳಬೇಕು. ಅಪ್ರಾಪ್ತರಿಗೆ ವಾಹನ ನೀಡಬಾರದು. ಮದ್ಯಪಾನ ಮಾಡಿ ವಾಹನ ಚಲಾಯಿಸಬಾರದು. ಸಂಚಾರಿ ನಿಯಮಗಳನ್ನು ಪಾಲಿಸುವ ಮೂಲಕ ಅಪಘಾತ ತಡೆಯಲು ಸಹಕರಿಸಬೇಕು ಎಂದು ಮನವಿ ಮಾಡಿದರು. ಈ ವೇಳೆ ಸಿಬ್ಬಂದಿ ಹಾಗೂ ಸಾರ್ವಜನಿಕರು ಇದ್ದರು. <box>752 1160 920 1255</box>
tax-law-byline: ಸುದ್ದಿಮೂಲ ವಾರ್ತೆ <box>597 882 648 891</box>
tax-law-body-left: ಆದಾಯ ತೆರಿಗೆ ಕಾಯ್ದೆಯ ಮಹತ್ವದ ಕಾಯ್ದೆ ಜಾರಿ ಮಾಡುವ ಮುನ್ನ ಸಾರ್ವಜನಿಕ ಹಾಗೂ ತಜ್ಞರ ಜೊತೆ ಮುಕ್ತ ಚರ್ಚೆ ಅಗತ್ಯವಿತ್ತು ಎಂದು ಸಂಸದ ಜಿ.ಕುಮಾರ ನಾಯಕ ಅಭಿಪ್ರಾಯಪಟ್ಟರು. ನಗರದಲ್ಲಿ ಆಯೋಜಿಸಿದ್ದ ಚಾರ್ಟರ್ಡ್ ಅಕೌಂಟೆಂಟ್ ಸಂಘದ ಕಾರ್ಯಕ್ರಮದಲ್ಲಿ ಮಾತನಾಡಿದ ಅವರು, ಹೊಸ ಕಾಯ್ದೆ 2025 ರಿಂದ ಜಾರಿಗೆ ಬರಲಿದೆ. ಇದರ ಬಗ್ಗೆ ಸಂಸತ್ತಿನಲ್ಲಿ ಚರ್ಚೆ ನಡೆಯಬೇಕು ಎಂದರು. <box>588 894 750 949</box>
helmet-body-right: ಇಂತಹ ಸ್ಥಿತಿಯಿಂದ ಹೊರಬರಲು ಎಲ್ಲರೂ ನಿಯಮಗಳ ಪಾಲನೆ ಮಾಡಬೇಕು. ಇದರಿಂದ ಅಪಘಾತ ಸಂಖ್ಯೆ ಕಡಿಮೆಯಾಗುತ್ತದೆ. ಹೆಲ್ಮೆಟ್ ಧರಿಸದೆ ವಾಹನ ಚಲಾಯಿಸಿದರೆ ದಂಡ ವಿಧಿಸಲಾಗುವುದು ಎಂದು ಎಚ್ಚರಿಸಿದರು. ಈ ವೇಳೆ ಸಾರ್ವಜನಿಕರು, ಹೆಲ್ಮೆಟ್ ಧರಿಸಿ ಜಾಥಾದಲ್ಲಿ ಭಾಗವಹಿಸಿದರು. <box>708 298 920 334</box>
city-row-2 <box>334 79 684 92</box>
lead-dateline: ಬೆಂಗಳೂರು, ಜು.15: <box>24 190 78 199</box>
city-name: ಬೆಂಗಳೂರು ಗ್ರಾಮಾಂತರ <box>379 67 446 77</box>
lead-byline: ಸುದ್ದಿಮೂಲ ವಾರ್ತೆ <box>33 178 84 187</box>
city-link[interactable]: •ತುಮಕೂರು <box>448 67 487 77</box>
city-name: ರಾಯಚೂರು <box>339 80 375 90</box>
asha-body-right: ಆಶಾ ಕಾರ್ಯಕರ್ತೆಯರು ಸೇವೆ ಮಾಡುತ್ತಿರುವ ಅವಧಿಯಲ್ಲಿ ಸೂಕ್ತ ಸೌಲಭ್ಯಗಳನ್ನು ನೀಡಬೇಕು. ಕೇಂದ್ರ ಮತ್ತು ರಾಜ್ಯ ಸರ್ಕಾರಗಳು ಈ ಬಗ್ಗೆ ಗಮನಹರಿಸಬೇಕು. ನಿವೃತ್ತಿ ನಂತರ ಇಡಿಗಂಟು ನೀಡಬೇಕು ಎಂದು ಒತ್ತಾಯಿಸಿದರು. ಈ ಸಂದರ್ಭದಲ್ಲಿ ಸಂಘಟನೆಯ ಪದಾಧಿಕಾರಿಗಳು ಉಪಸ್ಥಿತರಿದ್ದರು. <box>198 748 370 794</box>
website-link[interactable]: https://www.suddimoola.in <box>198 67 312 77</box>
quote-box-1 <box>468 178 574 296</box>
helmet-headline: ಮಸ್ಕಿ: ಹೆಲ್ಮೆಟ್ ಕಡ್ಡಾಯ ಜಾಗೃತಿ ಜಾಥಾ <box>584 107 892 135</box>
masthead <box>22 60 920 104</box>
city-name: ವಿಜಯನಗರ <box>509 80 544 90</box>
registration-mark: ⊕ <box>924 680 936 696</box>
sports-team-photo <box>154 1238 370 1334</box>
lead-continued-text: ಚರ್ಚೆ ನಡೆಸಿ ರೈತರ ಒಪ್ಪಿಗೆ ಇಲ್ಲದೆ ಜಮೀನು ಸ್ವಾಧೀನ ಮಾಡುವುದಿಲ್ಲ ಎಂದು ತೀರ್ಮಾನಿಸಲಾಗಿದೆ. ಕೃಷಿ ಚಟುವಟಿಕೆಗಳಿಗೆ ಈ ಜಮೀನುಗಳನ್ನು ಬಳಸಲು ಅವಕಾಶ ನೀಡಲಾಗಿದೆ. ಸರ್ಕಾರದ ತೀರ್ಮಾನವನ್ನು ಸ್ವಾಗತಿಸಿದ ರೈತ ಮುಖಂಡರು ಮುಖ್ಯಮಂತ್ರಿಗಳಿಗೆ ಧನ್ಯವಾದ ಅರ್ಪಿಸಿದರು. ಸಭೆಯಲ್ಲಿ ಸಚಿವರು, ಶಾಸಕರು ಹಾಗೂ ಹಿರಿಯ ಅಧಿಕಾರಿಗಳು ಭಾಗವಹಿಸಿದ್ದರು. <box>318 608 464 663</box>
asha-banner-union: AIUTUC <box>232 1026 297 1050</box>
quote-1-text: ಇದು ರೈತರ ಹೋರಾಟಕ್ಕೆ ಸಿಕ್ಕ ಜಯ. ರೈತರು ಮತ್ತು ಸಂಘಟನೆಗಳ ಹೋರಾಟದ ಫಲವಾಗಿ ಇಂದು ಭೂಸ್ವಾಧೀನ ಕೈಬಿಡಲಾಗಿದೆ. ಮುಂದೆ ಹೋರಾಟವನ್ನು ಮುಂದುವರೆಸಬೇಕು. <box>476 184 565 233</box>
tax-law-column-right <box>756 882 920 1114</box>
asha-story <box>24 720 370 737</box>
city-link[interactable]: •ರಾಯಚೂರು <box>334 80 375 90</box>
city-name: ಚಿಕ್ಕಬಳ್ಳಾಪುರ <box>494 67 531 77</box>
city-link[interactable]: •ಕೊಪ್ಪಳ <box>377 80 404 90</box>
city-link[interactable]: •ಬೀದರ <box>546 80 570 90</box>
wall-collapse-column: ● ಸುದ್ದಿಮೂಲ ವಾರ್ತೆ ರಾಯಚೂರು, ಜು.15: ಗ್ರಾಮೀಣ ಕ್ಷೇತ್ರದ ಗ್ರಾಮವೊಂದರಲ್ಲಿ ಭಾರಿ ಮಳೆಗೆ ಮನೆಯ ಗೋಡೆ ಕುಸಿದು ಮೃತಪಟ್ಟ ತಾಯಮ್ಮ ಅವರ ಕುಟುಂಬಕ್ಕೆ ಶಾಸಕರು ಸರ್ಕಾರದಿಂದ ಮಂಜೂರಾದ 5 ಲಕ್ಷ ರೂ. ಪರಿಹಾರದ ಚೆಕ್ ವಿತರಿಸಿದರು. ಕುಟುಂಬಕ್ಕೆ ಸಾಂತ್ವನ ಹೇಳಿ, ಸರ್ಕಾರದ ಸೌಲಭ್ಯ ಒದಗಿಸುವ ಭರವಸೆ ನೀಡಿದರು. ಈ ಸಂದರ್ಭದಲ್ಲಿ ತಹಸೀಲ್ದಾರ್ ಹಾಗೂ ಅಧಿಕಾರಿಗಳು ಇದ್ದರು. <box>380 968 468 1082</box>
lead-kicker: ರೈತ ಹೋರಾಟಗಾರರು, ಭೂ ಹೋರಾಟಗಾರರ ಗಟ್ಟಿ ನಿಲುವು <box>24 108 260 123</box>
gabburu-body-box: ● ಸುದ್ದಿಮೂಲ ವಾರ್ತೆ ದೇವದುರ್ಗ, ಜು.15: ದೇವದುರ್ಗ ತಾಲ್ಲೂಕಿನ ಗಬ್ಬೂರು ನಾಡ ಕಾರ್ಯಾಲಯದಲ್ಲಿ ಜು.16 ರಿಂದ ಜು.19ರವರೆಗೆ ಎಲ್ಲಾ ಗ್ರಾಮಗಳಲ್ಲಿ ಪೌತಿ ಖಾತೆ ಆಂದೋಲನ ಹಮ್ಮಿಕೊಳ್ಳಲಾಗಿದೆ. ಮೃತಪಟ್ಟ ರೈತರ ಹೆಸರಿನಲ್ಲಿರುವ ಜಮೀನುಗಳನ್ನು ವಾರಸುದಾರರ ಹೆಸರಿಗೆ ವರ್ಗಾಯಿಸುವ ಪ್ರಕ್ರಿಯೆಗೆ ಅಗತ್ಯ ದಾಖಲೆಗಳೊಂದಿಗೆ ಹಾಜರಾಗಬೇಕು ಎಂದು ತಹಸೀಲ್ದಾರ್ ತಿಳಿಸಿದ್ದಾರೆ. <box>24 1130 370 1160</box>
lead-story <box>24 108 572 160</box>
lead-body-1: ದೇವನಹಳ್ಳಿ ತಾಲ್ಲೂಕಿನ ಚನ್ನರಾಯಪಟ್ಟಣ ಹೋಬಳಿಯಲ್ಲಿ ಪ್ರಸ್ತಾಪಿತ ಏರೋಸ್ಪೇಸ್ ಪಾರ್ಕ್ ನಿರ್ಮಾಣಕ್ಕಾಗಿ ಒಟ್ಟಾರೆಯಾಗಿ 1,777 ಎಕರೆ ಭೂಸ್ವಾಧೀನಕ್ಕೆ ಸರ್ಕಾರ ಹೊರಡಿಸಿದ್ದ ಫೈನಲ್ ನೋಟಿಫಿಕೇಷನ್ ಹೊರಡಿಸಿತ್ತು. ಇದನ್ನು ವಿರೋಧಿಸಿ ಚನ್ನರಾಯಪಟ್ಟಣ ಹಾಗೂ ಸುತ್ತಮುತ್ತಲಿನ ಗ್ರಾಮಗಳ ರೈತರು ಕಳೆದ ಮೂರು ವರ್ಷಗಳಿಂದ ಹೋರಾಟ ನಡೆಸುತ್ತಿದ್ದರು. ಈಗ ಭೂಸ್ವಾಧೀನ ವಿಷಯ ಕೊನೆಗೂ ಅಂತ್ಯವಾಗಿದೆ. ಬಳಿಕ ರೈತರು ವಿಧಾನಸೌಧದ ಹೊರಭಾಗದಲ್ಲಿ ವಿಜಯೋತ್ಸವ ಆಚರಿಸಿದರು. <box>24 251 164 325</box>
city-link[interactable]: •ಯಾದಗಿರಿ <box>406 80 439 90</box>
sports-dateline: ಮಸ್ಕಿ, ಜು.15: <box>86 1234 131 1243</box>
asha-headline: ಆಶಾ ಕಾರ್ಯಕರ್ತೆಯರ ಗೌರವಧನ ಹೆಚ್ಚಳಕ್ಕೆ ಆಗ್ರಹ <box>24 719 270 737</box>
asha-byline: ಸುದ್ದಿಮೂಲ ವಾರ್ತೆ <box>33 748 84 757</box>
sports-byline: ಸುದ್ದಿಮೂಲ ವಾರ್ತೆ <box>33 1234 84 1243</box>
city-link[interactable]: •ಬಳ್ಳಾರಿ <box>476 80 501 90</box>
lead-col4-text: ಪ್ರಸ್ತಾಪಕ್ಕೆ ಯೋಗ್ಯವಾದ ಭೂಮಿ ಇದು ಎಂದು ಅವರು ತಿಳಿಸಿದರು. ಕೈಗಾರಿಕೆಗಳ ಸ್ಥಾಪನೆಗೆ ಬೇರೆ ಕಡೆ ಜಮೀನು ಗುರುತಿಸಲಾಗುವುದು. ಯಾವುದೇ ಕಾರಣಕ್ಕೂ ಫಲವತ್ತಾದ ಕೃಷಿ ಭೂಮಿಯನ್ನು ಬಲವಂತವಾಗಿ ಸ್ವಾಧೀನ ಮಾಡುವುದಿಲ್ಲ. ಈ ಕುರಿತು ಅಧಿಕೃತ ಅಧಿಸೂಚನೆ ಶೀಘ್ರ ಹೊರಡಿಸಲಾಗುವುದು ಎಂದು ಮುಖ್ಯಮಂತ್ರಿ ಅವರು ಹೇಳಿದರು. ಈ ಸಂದರ್ಭದಲ್ಲಿ ಕೈಗಾರಿಕಾ ಸಚಿವ ಎಂ.ಬಿ.ಪಾಟೀಲ್, ಕೃಷ್ಣ ಬೈರೇಗೌಡ, ಎಚ್.ಕೆ.ಪಾಟೀಲ್, ಪ್ರಿಯಾಂಕ್ ಖರ್ಗೆ, ಮುಖ್ಯಮಂತ್ರಿ ಅವರ ರಾಜಕೀಯ ಕಾರ್ಯದರ್ಶಿ ನಜೀರ್ ಅಹ್ಮದ್ ಸೇರಿದಂತೆ ಅನೇಕ ರೈತ ಮುಖಂಡರು ಉಪಸ್ಥಿತರಿದ್ದರು. <box>368 434 464 563</box>
website-links: ▸ https://www.suddimoola.in ▸ https://epaper.suddimoola.in <box>192 67 321 90</box>
pharmacy-story <box>584 402 920 420</box>
tax-law-kicker: ಹೊಸ ತೆರಿಗೆ ಕಾಯ್ದೆ ಕುರಿತ ಚರ್ಚೆ, ಸಂಸದ ಕುಮಾರ ನಾಯಕ ಭಾಗಿ <box>588 720 780 730</box>
helmet-byline: ಸುದ್ದಿಮೂಲ ವಾರ್ತೆ <box>593 150 644 159</box>
ballari-byline: ಸುದ್ದಿಮೂಲ ವಾರ್ತೆ <box>389 766 440 775</box>
sports-body-left: ಕಲಬುರಗಿ ವಿಭಾಗಮಟ್ಟದ ಕ್ರೀಡಾಕೂಟದಲ್ಲಿ ಮಸ್ಕಿ ತಾಲೂಕಿನ ವಿದ್ಯಾರ್ಥಿಗಳು ಎಲ್ಲಾ ವಿಭಾಗಗಳಲ್ಲಿ ಪ್ರಥಮ ಸ್ಥಾನ ಪಡೆದು ಸಾಧನೆ ಮಾಡಿದ್ದಾರೆ. ಕ್ರಿಕೆಟ್, ಕಬಡ್ಡಿ, ವಾಲಿಬಾಲ್, ಬ್ಯಾಡ್ಮಿಂಟನ್ ಹಾಗೂ ಅಥ್ಲೆಟಿಕ್ಸ್ ವಿಭಾಗಗಳಲ್ಲಿ ಪ್ರಥಮ ಬಹುಮಾನ ಪಡೆದಿದ್ದಾರೆ. <box>24 1246 150 1292</box>
asha-column-left: ● ಸುದ್ದಿಮೂಲ ವಾರ್ತೆ ಮಾನವಿ, ಜು.15: ಆಶಾ ಕಾರ್ಯಕರ್ತೆಯರಿಗೆ ಮಾಸಿಕ ರೂ.10,000 ಖಾತ್ರಿ ಗೌರವಧನ ನೀಡಬೇಕು ಎಂದು ಆಗ್ರಹಿಸಿ ಎಐಯುಟಿಯುಸಿ ನೇತೃತ್ವದಲ್ಲಿ ಆಶಾ ಕಾರ್ಯಕರ್ತೆಯರು ತಾಲೂಕು ಆಡಳಿತದ ಮೂಲಕ ಮುಖ್ಯಮಂತ್ರಿಗಳಿಗೆ ಮನವಿ ಸಲ್ಲಿಸಿದರು. ರಾಜ್ಯದಾದ್ಯಂತ ಆಶಾ ಕಾರ್ಯಕರ್ತೆಯರು ಗ್ರಾಮೀಣ ಹಾಗೂ ನಗರ ಪ್ರದೇಶಗಳಲ್ಲಿ ಆರೋಗ್ಯ ಸೇವೆಗಳನ್ನು ನೀಡುತ್ತಿದ್ದಾರೆ. <box>24 748 192 806</box>
social-links: ⓕ facebook.com/SuddiMoola ✕ twitter.com/@suddimoola22 <box>684 67 814 90</box>
city-name: ಬೆಂಗಳೂರು <box>339 67 372 77</box>
facebook-link[interactable]: facebook.com/SuddiMoola <box>695 67 808 77</box>
quote-box-2 <box>468 300 574 430</box>
city-link[interactable]: •ಕಲಬುರಗಿ <box>441 80 474 90</box>
helmet-action-kicker: ಜಾಲಹಳ್ಳಿಯಲ್ಲಿ ಪೊಲೀಸರಿಂದ ಜಾಗೃತಿ ಆಂದೋಲನ <box>752 1120 899 1130</box>
gabburu-body: ದೇವದುರ್ಗ ತಾಲ್ಲೂಕಿನ ಗಬ್ಬೂರು ನಾಡ ಕಾರ್ಯಾಲಯದಲ್ಲಿ ಜು.16 ರಿಂದ ಜು.19ರವರೆಗೆ ಎಲ್ಲಾ ಗ್ರಾಮಗಳಲ್ಲಿ ಪೌತಿ ಖಾತೆ ಆಂದೋಲನ ಹಮ್ಮಿಕೊಳ್ಳಲಾಗಿದೆ. ಮೃತಪಟ್ಟ ರೈತರ ಹೆಸರಿನಲ್ಲಿರುವ ಜಮೀನುಗಳನ್ನು ವಾರಸುದಾರರ ಹೆಸರಿಗೆ ವರ್ಗಾಯಿಸುವ ಪ್ರಕ್ರಿಯೆಗೆ ಅಗತ್ಯ ದಾಖಲೆಗಳೊಂದಿಗೆ ಹಾಜರಾಗಬೇಕು ಎಂದು ತಹಸೀಲ್ದಾರ್ ತಿಳಿಸಿದ್ದಾರೆ. <box>24 1130 370 1160</box>
wall-collapse-dateline: ರಾಯಚೂರು, ಜು.15: <box>380 980 434 989</box>
city-name: ತುಮಕೂರು <box>454 67 487 77</box>
pharmacy-headline: ಎನ್ಇಟಿ ಫಾರ್ಮಸಿ ಕಾಲೇಜಿನಲ್ಲಿ ಮ್ಯೂಸಿಯಂ ಉದ್ಘಾಟನೆ <box>584 401 874 420</box>
railway-story <box>380 1124 742 1168</box>
asha-body-left: ಆಶಾ ಕಾರ್ಯಕರ್ತೆಯರಿಗೆ ಮಾಸಿಕ ರೂ.10,000 ಖಾತ್ರಿ ಗೌರವಧನ ನೀಡಬೇಕು ಎಂದು ಆಗ್ರಹಿಸಿ ಎಐಯುಟಿಯುಸಿ ನೇತೃತ್ವದಲ್ಲಿ ಆಶಾ ಕಾರ್ಯಕರ್ತೆಯರು ತಾಲೂಕು ಆಡಳಿತದ ಮೂಲಕ ಮುಖ್ಯಮಂತ್ರಿಗಳಿಗೆ ಮನವಿ ಸಲ್ಲಿಸಿದರು. ರಾಜ್ಯದಾದ್ಯಂತ ಆಶಾ ಕಾರ್ಯಕರ್ತೆಯರು ಗ್ರಾಮೀಣ ಹಾಗೂ ನಗರ ಪ್ರದೇಶಗಳಲ್ಲಿ ಆರೋಗ್ಯ ಸೇವೆಗಳನ್ನು ನೀಡುತ್ತಿದ್ದಾರೆ. <box>24 760 192 806</box>
sports-column-right <box>154 1338 370 1464</box>
twitter-link[interactable]: twitter.com/@suddimoola22 <box>693 80 814 90</box>
pharmacy-column-right <box>684 592 920 704</box>
helmet-column-right <box>708 298 920 392</box>
newspaper-page <box>22 60 920 1490</box>
city-name: ಬೀದರ <box>551 80 570 90</box>
